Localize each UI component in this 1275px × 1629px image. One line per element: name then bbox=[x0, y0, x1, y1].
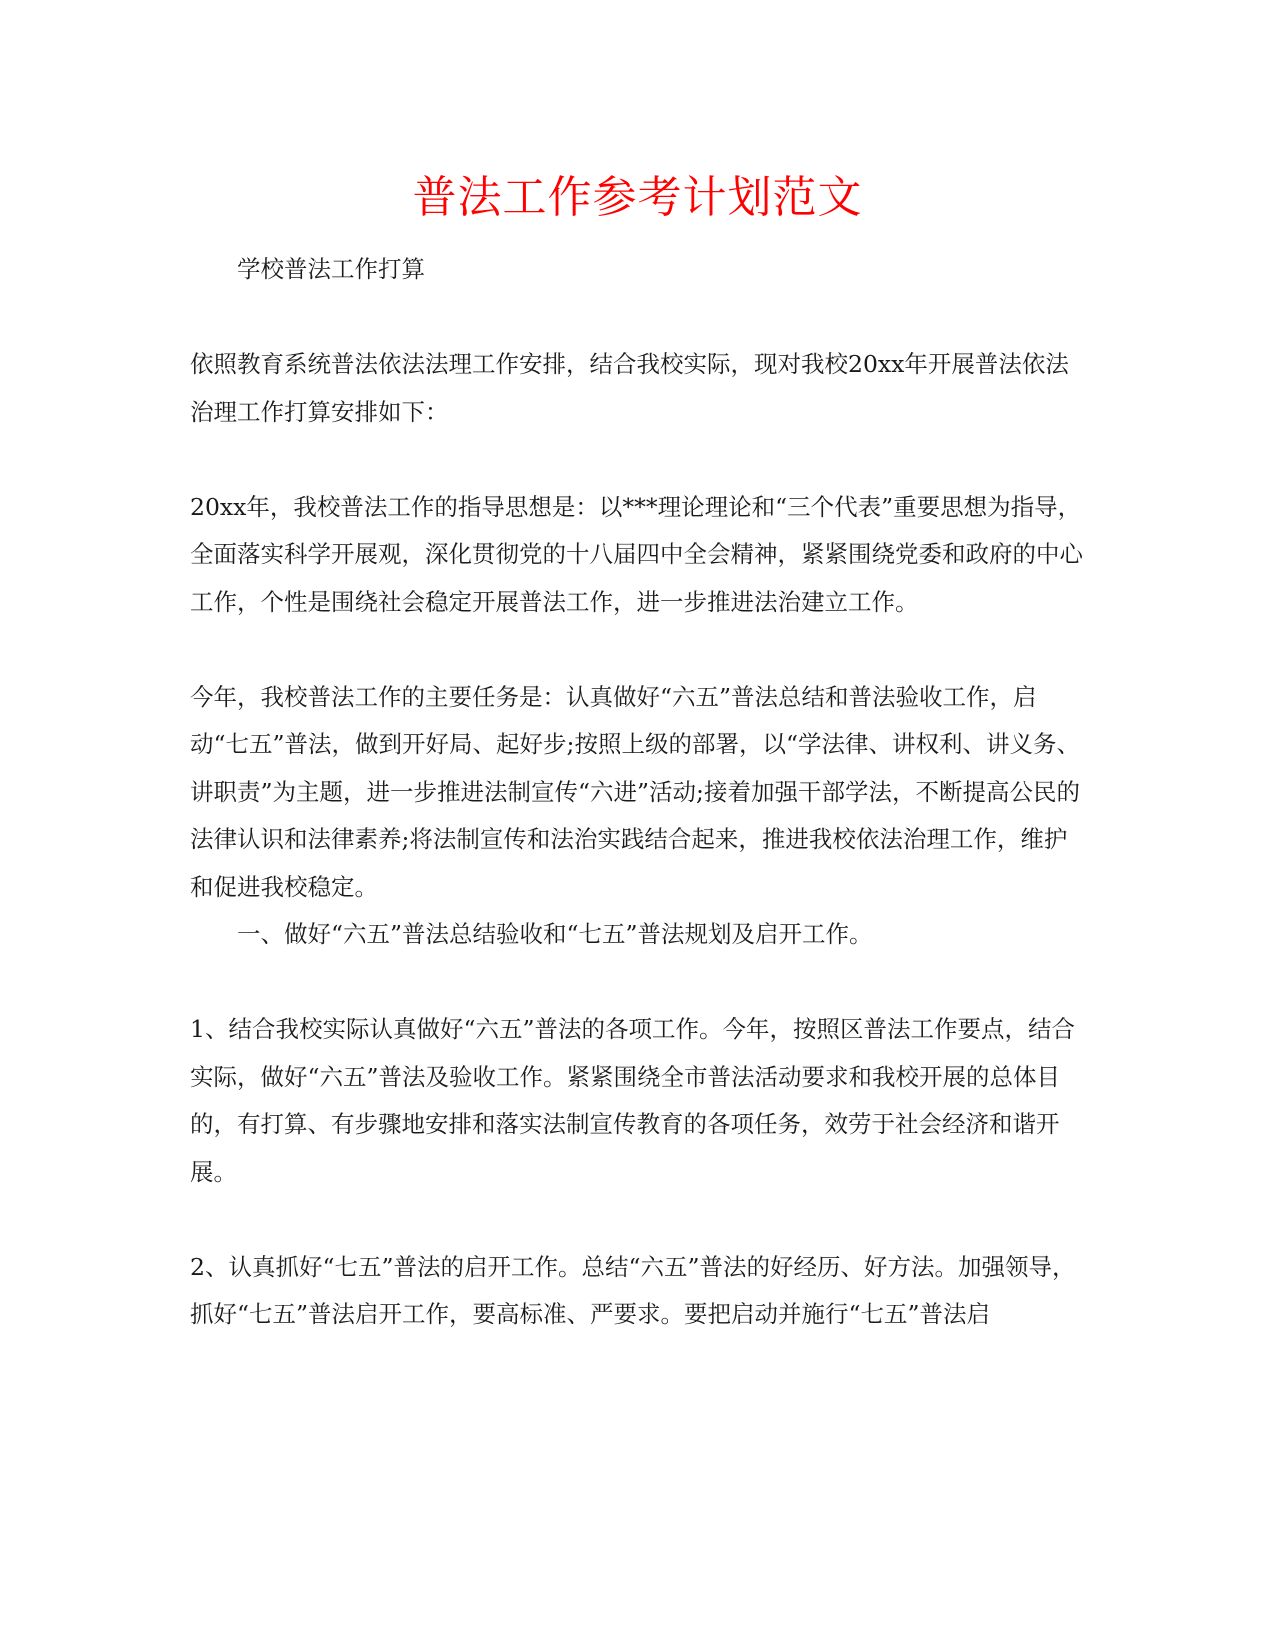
section-heading-one: 一、做好“六五”普法总结验收和“七五”普法规划及启开工作。 bbox=[237, 920, 873, 948]
document-title: 普法工作参考计划范文 bbox=[412, 172, 863, 223]
document-subtitle: 学校普法工作打算 bbox=[237, 255, 425, 283]
paragraph-item-2: 2、认真抓好“七五”普法的启开工作。总结“六五”普法的好经历、好方法。加强领导，抓好“七五”普法启开工作，要高标准、严要求。要把启动并施行“七五”普法启 bbox=[190, 1252, 1076, 1328]
paragraph-guiding-thought: 20xx年，我校普法工作的指导思想是：以***理论理论和“三个代表”重要思想为指导，全面落实科学开展观，深化贯彻党的十八届四中全会精神，紧紧围绕党委和政府的中心工作，个性是围绕社会稳定开展普法工作，进一步推进法治建立工作。 bbox=[190, 492, 1083, 616]
paragraph-item-1: 1、结合我校实际认真做好“六五”普法的各项工作。今年，按照区普法工作要点，结合实际，做好“六五”普法及验收工作。紧紧围绕全市普法活动要求和我校开展的总体目的，有打算、有步骤地安排和落实法制宣传教育的各项任务，效劳于社会经济和谐开展。 bbox=[190, 1015, 1075, 1186]
paragraph-main-tasks: 今年，我校普法工作的主要任务是：认真做好“六五”普法总结和普法验收工作，启动“七五”普法，做到开好局、起好步;按照上级的部署，以“学法律、讲权利、讲义务、讲职责”为主题，进一步推进法制宣传“六进”活动;接着加强干部学法，不断提高公民的法律认识和法律素养;将法制宣传和法治实践结合起来，推进我校依法治理工作，维护和促进我校稳定。 bbox=[190, 682, 1080, 901]
paragraph-intro: 依照教育系统普法依法法理工作安排，结合我校实际，现对我校20xx年开展普法依法治理工作打算安排如下： bbox=[190, 350, 1069, 426]
document-body bbox=[190, 246, 1085, 1339]
